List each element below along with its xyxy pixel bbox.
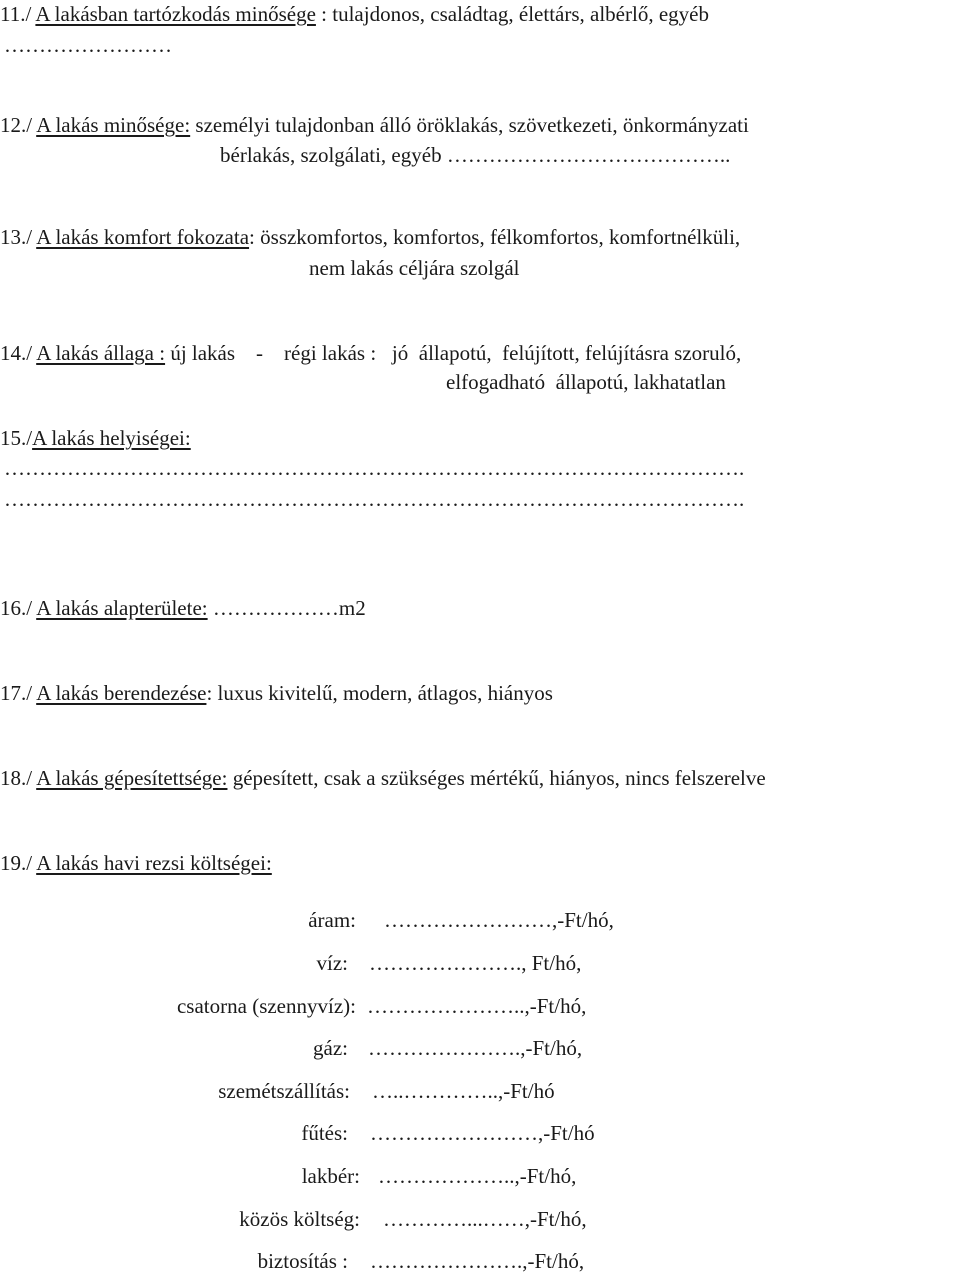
item-15-title: A lakás helyiségei:	[32, 426, 191, 450]
item-14-title: A lakás állaga :	[36, 341, 166, 365]
item-14-number: 14./	[0, 341, 33, 365]
cost-value-lakber: ………………..,-Ft/hó,	[378, 1164, 577, 1188]
item-11-number: 11./	[0, 2, 32, 26]
item-14	[0, 341, 741, 365]
item-16-title: A lakás alapterülete:	[36, 596, 208, 620]
cost-label-viz: víz:	[316, 951, 348, 975]
item-15-fill-line-2: …………………………………………………………………………………………….	[4, 487, 745, 511]
item-14-options: új lakás - régi lakás : jó állapotú, felújított, felújításra szoruló,	[170, 341, 742, 365]
item-16-number: 16./	[0, 596, 33, 620]
item-17-options: luxus kivitelű, modern, átlagos, hiányos	[217, 681, 553, 705]
item-18-title: A lakás gépesítettsége:	[36, 766, 228, 790]
cost-label-futes: fűtés:	[301, 1121, 348, 1145]
item-17	[0, 681, 553, 705]
item-15-number: 15./	[0, 426, 33, 450]
item-14-options-line2: elfogadható állapotú, lakhatatlan	[446, 370, 726, 394]
item-17-title: A lakás berendezése	[36, 681, 207, 705]
item-18	[0, 766, 766, 790]
item-12-number: 12./	[0, 113, 33, 137]
item-15	[0, 426, 191, 450]
item-11	[0, 2, 709, 26]
item-13	[0, 225, 740, 249]
item-11-title: A lakásban tartózkodás minősége	[35, 2, 316, 26]
cost-label-biztositas: biztosítás :	[257, 1249, 348, 1273]
item-11-fill-line: ……………………	[4, 33, 172, 57]
item-11-separator: :	[315, 2, 333, 26]
item-19	[0, 851, 272, 875]
item-12-options-line2: bérlakás, szolgálati, egyéb …………………………………..	[220, 143, 731, 167]
cost-label-szemetszallitas: szemétszállítás:	[218, 1079, 350, 1103]
item-13-options-line2: nem lakás céljára szolgál	[309, 256, 520, 280]
cost-value-viz: …………………., Ft/hó,	[369, 951, 582, 975]
item-13-title: A lakás komfort fokozata	[36, 225, 250, 249]
item-13-number: 13./	[0, 225, 33, 249]
item-17-separator: :	[206, 681, 218, 705]
cost-label-lakber: lakbér:	[301, 1164, 360, 1188]
cost-value-kozos-koltseg: …………...……,-Ft/hó,	[383, 1207, 587, 1231]
cost-value-szemetszallitas: …..…………..,-Ft/hó	[372, 1079, 555, 1103]
item-12-options: személyi tulajdonban álló öröklakás, szövetkezeti, önkormányzati	[195, 113, 749, 137]
item-16	[0, 596, 366, 620]
item-13-options: összkomfortos, komfortos, félkomfortos, komfortnélküli,	[260, 225, 741, 249]
item-12-title: A lakás minősége:	[36, 113, 191, 137]
cost-value-futes: ……………………,-Ft/hó	[370, 1121, 595, 1145]
item-19-number: 19./	[0, 851, 33, 875]
cost-value-gaz: ………………….,-Ft/hó,	[368, 1036, 583, 1060]
item-19-title: A lakás havi rezsi költségei:	[36, 851, 272, 875]
cost-value-biztositas: ………………….,-Ft/hó,	[370, 1249, 585, 1273]
item-18-number: 18./	[0, 766, 33, 790]
item-15-fill-line-1: …………………………………………………………………………………………….	[4, 456, 745, 480]
item-13-separator: :	[249, 225, 261, 249]
cost-label-csatorna: csatorna (szennyvíz):	[176, 994, 356, 1018]
item-18-options: gépesített, csak a szükséges mértékű, hiányos, nincs felszerelve	[227, 766, 766, 790]
cost-label-kozos-koltseg: közös költség:	[239, 1207, 360, 1231]
cost-label-gaz: gáz:	[313, 1036, 348, 1060]
item-17-number: 17./	[0, 681, 33, 705]
item-12	[0, 113, 749, 137]
cost-value-csatorna: …………………..,-Ft/hó,	[367, 994, 587, 1018]
cost-label-aram: áram:	[308, 908, 356, 932]
cost-value-aram: ……………………,-Ft/hó,	[384, 908, 614, 932]
item-16-value: ………………m2	[207, 596, 366, 620]
item-11-options: tulajdonos, családtag, élettárs, albérlő, egyéb	[332, 2, 709, 26]
